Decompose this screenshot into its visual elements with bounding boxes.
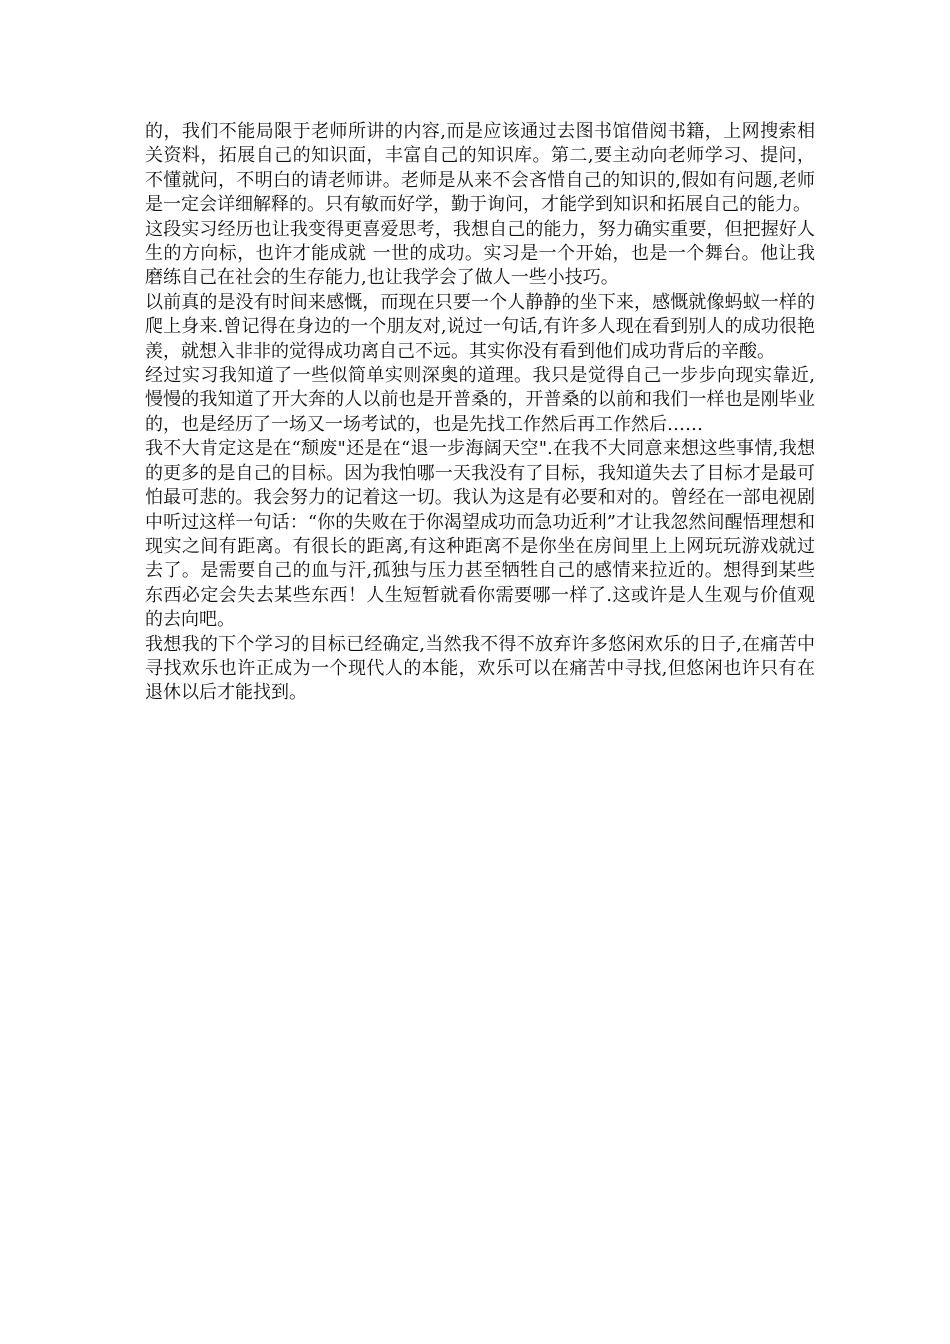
paragraph-5: 我不大肯定这是在“颓废"还是在“退一步海阔天空".在我不大同意来想这些事情,我想的更多的是自己的目标。因为我怕哪一天我没有了目标，我知道失去了目标才是最可怕最可悲的。我会努力的记着这一切。我认为这是有必要和对的。曾经在一部电视剧中听过这样一句话：“你的失败在于你渴望成功而急功近利”才让我忽然间醒悟理想和现实之间有距离。有很长的距离,有这种距离不是你坐在房间里上上网玩玩游戏就过去了。是需要自己的血与汗,孤独与压力甚至牺牲自己的感情来拉近的。想得到某些东西必定会失去某些东西！人生短暂就看你需要哪一样了.这或许是人生观与价值观的去向吧。 — [145, 438, 815, 631]
paragraph-3: 以前真的是没有时间来感慨，而现在只要一个人静静的坐下来，感慨就像蚂蚁一样的爬上身来.曾记得在身边的一个朋友对,说过一句话,有许多人现在看到别人的成功很艳羡，就想入非非的觉得成功离自己不远。其实你没有看到他们成功背后的辛酸。 — [145, 291, 815, 362]
paragraph-2: 这段实习经历也让我变得更喜爱思考，我想自己的能力，努力确实重要，但把握好人生的方向标，也许才能成就 一世的成功。实习是一个开始，也是一个舞台。他让我磨练自己在社会的生存能力,也让我学会了做人一些小技巧。 — [145, 218, 815, 289]
paragraph-4: 经过实习我知道了一些似简单实则深奥的道理。我只是觉得自己一步步向现实靠近,慢慢的我知道了开大奔的人以前也是开普桑的，开普桑的以前和我们一样也是刚毕业的，也是经历了一场又一场考试的，也是先找工作然后再工作然后…… — [145, 365, 815, 435]
paragraph-6: 我想我的下个学习的目标已经确定,当然我不得不放弃许多悠闲欢乐的日子,在痛苦中寻找欢乐也许正成为一个现代人的本能，欢乐可以在痛苦中寻找,但悠闲也许只有在退休以后才能找到。 — [145, 633, 815, 704]
paragraph-1: 的，我们不能局限于老师所讲的内容,而是应该通过去图书馆借阅书籍，上网搜索相关资料，拓展自己的知识面，丰富自己的知识库。第二,要主动向老师学习、提问，不懂就问，不明白的请老师讲。老师是从来不会吝惜自己的知识的,假如有问题,老师是一定会详细解释的。只有敏而好学，勤于询问，才能学到知识和拓展自己的能力。 — [145, 121, 815, 216]
document-body — [145, 120, 815, 706]
